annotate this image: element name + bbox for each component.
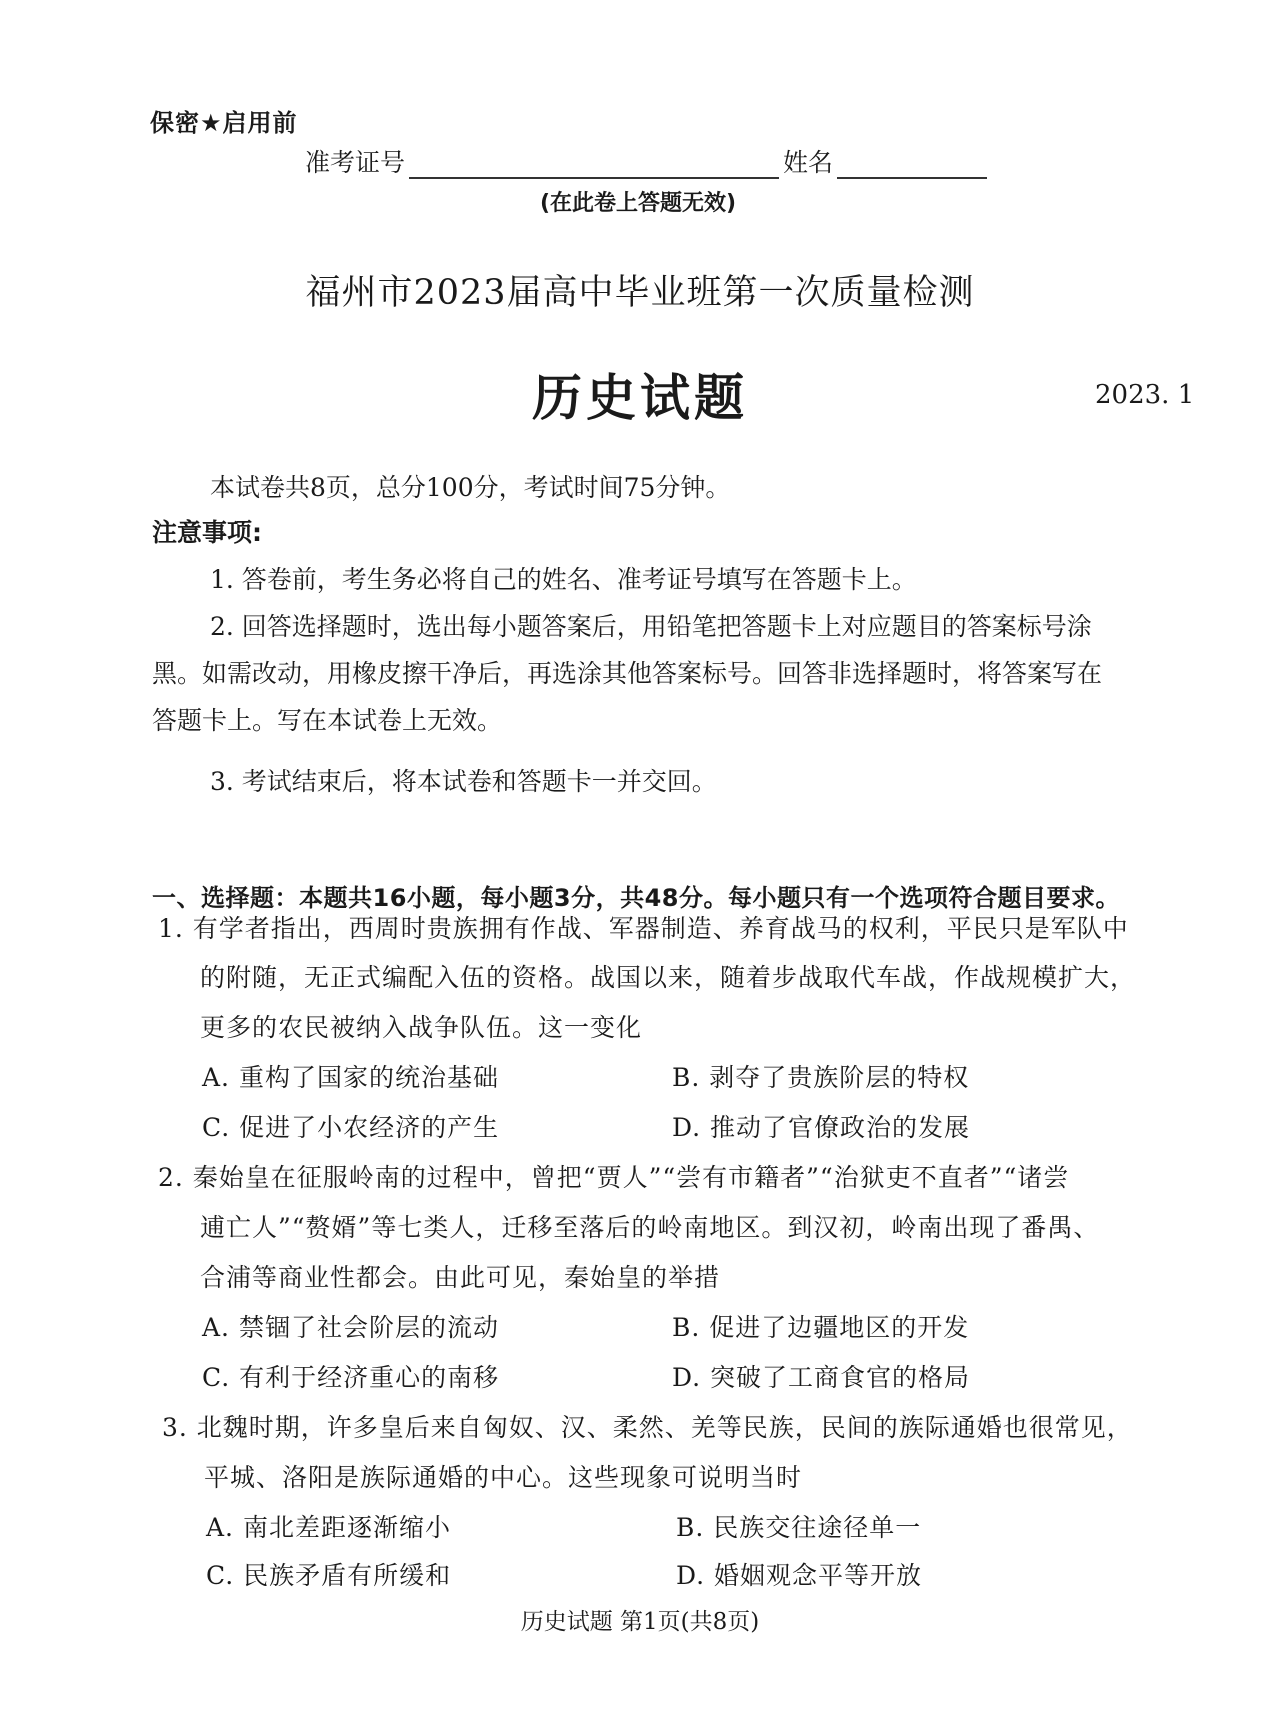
question-stem: 的附随，无正式编配入伍的资格。战国以来，随着步战取代车战，作战规模扩大， (200, 963, 1137, 992)
section-heading: 一、选择题：本题共16小题，每小题3分，共48分。每小题只有一个选项符合题目要求。 (152, 884, 1120, 912)
answer-option[interactable]: B. 促进了边疆地区的开发 (672, 1313, 970, 1342)
notes-heading: 注意事项: (152, 518, 262, 547)
answer-option[interactable]: B. 剥夺了贵族阶层的特权 (672, 1063, 970, 1092)
no-answer-note: (在此卷上答题无效) (540, 191, 737, 216)
exam-id-label: 准考证号 (305, 148, 406, 177)
question-stem: 平城、洛阳是族际通婚的中心。这些现象可说明当时 (204, 1463, 803, 1492)
note-item: 1. 答卷前，考生务必将自己的姓名、准考证号填写在答题卡上。 (210, 565, 917, 594)
note-item: 黑。如需改动，用橡皮擦干净后，再选涂其他答案标号。回答非选择题时，将答案写在 (152, 659, 1103, 688)
note-item: 3. 考试结束后，将本试卷和答题卡一并交回。 (210, 767, 717, 796)
answer-option[interactable]: A. 重构了国家的统治基础 (202, 1063, 499, 1092)
exam-date: 2023. 1 (1095, 380, 1195, 410)
question-stem: 2. 秦始皇在征服岭南的过程中，曾把“贾人”“尝有市籍者”“治狱吏不直者”“诸尝 (158, 1163, 1070, 1192)
answer-option[interactable]: D. 婚姻观念平等开放 (676, 1561, 923, 1590)
answer-option[interactable]: C. 促进了小农经济的产生 (202, 1113, 500, 1142)
intro-text: 本试卷共8页，总分100分，考试时间75分钟。 (210, 473, 731, 502)
answer-option[interactable]: D. 推动了官僚政治的发展 (672, 1113, 971, 1142)
answer-option[interactable]: C. 有利于经济重心的南移 (202, 1363, 500, 1392)
exam-title: 福州市2023届高中毕业班第一次质量检测 (305, 273, 975, 313)
note-item: 2. 回答选择题时，选出每小题答案后，用铅笔把答题卡上对应题目的答案标号涂 (210, 612, 1092, 641)
answer-option[interactable]: D. 突破了工商食官的格局 (672, 1363, 971, 1392)
question-stem: 逋亡人”“赘婿”等七类人，迁移至落后的岭南地区。到汉初，岭南出现了番禺、 (200, 1213, 1100, 1242)
exam-id-blank[interactable] (409, 155, 779, 179)
question-stem: 3. 北魏时期，许多皇后来自匈奴、汉、柔然、羌等民族，民间的族际通婚也很常见， (162, 1413, 1133, 1442)
subject-title: 历史试题 (532, 369, 748, 427)
question-stem: 更多的农民被纳入战争队伍。这一变化 (200, 1013, 643, 1042)
name-blank[interactable] (837, 155, 987, 179)
answer-option[interactable]: A. 南北差距逐渐缩小 (206, 1513, 451, 1542)
candidate-info-row (305, 143, 991, 179)
answer-option[interactable]: A. 禁锢了社会阶层的流动 (202, 1313, 499, 1342)
note-item: 答题卡上。写在本试卷上无效。 (152, 706, 503, 735)
question-stem: 1. 有学者指出，西周时贵族拥有作战、军器制造、养育战马的权利，平民只是军队中 (158, 914, 1129, 943)
answer-option[interactable]: B. 民族交往途径单一 (676, 1513, 922, 1542)
question-stem: 合浦等商业性都会。由此可见，秦始皇的举措 (200, 1263, 721, 1292)
page-footer: 历史试题 第1页(共8页) (520, 1609, 760, 1635)
answer-option[interactable]: C. 民族矛盾有所缓和 (206, 1561, 452, 1590)
confidential-mark: 保密★启用前 (150, 109, 298, 137)
name-label: 姓名 (783, 148, 834, 177)
